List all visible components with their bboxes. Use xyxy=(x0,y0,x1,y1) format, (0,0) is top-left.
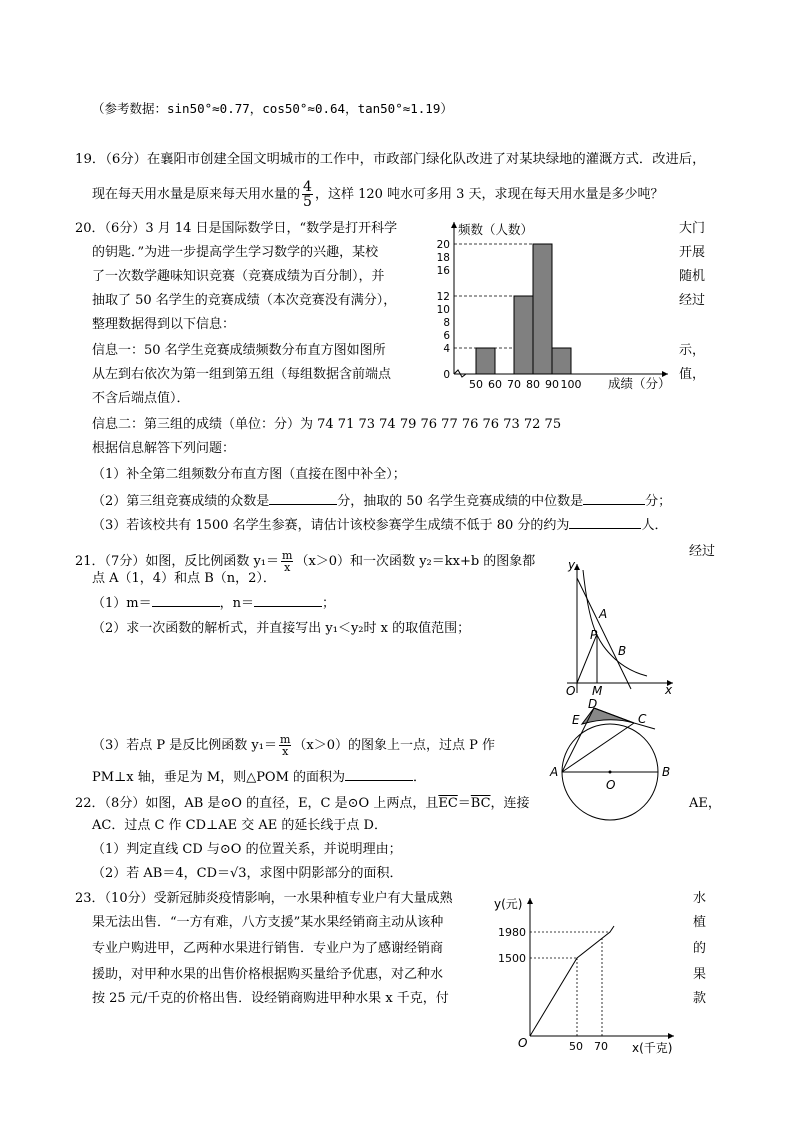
q23-line5: 按 25 元/千克的价格出售．设经销商购进甲种水果 x 千克，付 xyxy=(92,991,449,1006)
histogram-bar xyxy=(533,244,552,374)
q20-right4: 经过 xyxy=(679,293,706,308)
q21-label-b: B xyxy=(618,644,627,658)
q23-tick-50: 50 xyxy=(569,1040,583,1053)
q22-label-b: B xyxy=(662,765,671,779)
q22-arc-bc: $\overline{BC}$ xyxy=(470,796,491,811)
q19-frac-den: 5 xyxy=(303,194,312,210)
q19-line2-b: ，这样 120 吨水可多用 3 天，求现在每天用水量是多少吨？ xyxy=(314,187,664,202)
histogram-x-tick: 60 xyxy=(488,378,502,391)
q20-right3: 随机 xyxy=(679,269,706,284)
q21-frac-num: m xyxy=(282,549,293,562)
q20-mode-blank[interactable] xyxy=(269,492,337,505)
q23-figure xyxy=(488,892,688,1057)
q22-label-c: C xyxy=(638,712,647,726)
q23-line4: 援助，对甲种水果的出售价格根据购买量给予优惠，对乙种水 xyxy=(92,967,444,982)
q21-m-blank[interactable] xyxy=(152,594,220,607)
q21-line1-a: 21．（7分）如图，反比例函数 y₁＝ xyxy=(75,554,280,569)
q20-line3: 了一次数学趣味知识竞赛（竞赛成绩为百分制），并 xyxy=(92,269,385,284)
q23-tick-1980: 1980 xyxy=(498,926,526,939)
histogram-y-tick: 12 xyxy=(436,291,450,303)
q20-prompt: 根据信息解答下列问题： xyxy=(92,441,236,456)
q20-line7: 从左到右依次为第一组到第五组（每组数据含前端点 xyxy=(92,367,392,382)
q21-figure xyxy=(555,556,680,696)
q22-arc-ec: $\overline{EC}$ xyxy=(438,796,458,811)
q20-sub2-b: 分，抽取的 50 名学生竞赛成绩的中位数是 xyxy=(337,494,584,509)
q21-sub3 xyxy=(92,734,495,757)
q23-label-o: O xyxy=(518,1036,528,1050)
q20-median-blank[interactable] xyxy=(583,492,645,505)
q23-right1: 水 xyxy=(693,891,707,906)
q21-sub1-a: （1）m＝ xyxy=(92,596,152,611)
q22-line1 xyxy=(75,795,530,813)
q21-area-blank[interactable] xyxy=(345,768,413,781)
q20-right1: 大门 xyxy=(679,221,706,236)
q20-line5: 整理数据得到以下信息： xyxy=(92,317,236,332)
histogram-xlabel: 成绩（分） xyxy=(608,376,671,391)
q20-line8: 不含后端点值）． xyxy=(92,391,190,406)
q22-line-ac xyxy=(562,723,634,772)
q20-right7: 值， xyxy=(679,367,706,382)
q21-sub3-c: PM⊥x 轴，垂足为 M，则△POM 的面积为 xyxy=(92,770,346,785)
histogram-bar xyxy=(552,348,571,374)
histogram-chart xyxy=(420,218,680,398)
q19-line1: 19．（6分）在襄阳市创建全国文明城市的工作中，市政部门绿化队改进了对某块绿地的灌溉方式．改进后， xyxy=(75,152,706,167)
q21-line xyxy=(577,578,631,689)
q21-label-m: M xyxy=(592,684,603,698)
q20-count-blank[interactable] xyxy=(569,516,641,529)
histogram-y-tick: 16 xyxy=(436,265,450,277)
q21-label-x: x xyxy=(665,683,673,697)
q20-line2: 的钥匙．”为进一步提高学生学习数学的兴趣，某校 xyxy=(92,245,379,260)
q21-line1-b: （x＞0）和一次函数 y₂＝kx+b 的图象都 xyxy=(295,554,536,569)
q22-equals: ＝ xyxy=(457,796,471,811)
histogram-x-tick: 50 xyxy=(469,378,483,391)
q19-frac-num: 4 xyxy=(303,179,312,195)
q20-right6: 示， xyxy=(679,343,706,358)
q21-label-a: A xyxy=(599,607,608,621)
q23-tick-70: 70 xyxy=(594,1040,608,1053)
q22-line2: AC．过点 C 作 CD⊥AE 交 AE 的延长线于点 D． xyxy=(92,818,387,833)
histogram-x-tick: 70 xyxy=(507,378,521,391)
q21-sub3-a: （3）若点 P 是反比例函数 y₁＝ xyxy=(92,738,277,753)
q21-label-o: O xyxy=(566,684,576,698)
q20-sub3-a: （3）若该校共有 1500 名学生参赛，请估计该校参赛学生成绩不低于 80 分的约为 xyxy=(92,518,570,533)
q23-xlabel: x(千克) xyxy=(632,1041,673,1055)
q20-line4: 抽取了 50 名学生的竞赛成绩（本次竞赛没有满分）， xyxy=(92,293,397,308)
q23-right5: 款 xyxy=(693,991,707,1006)
histogram-y-tick: 18 xyxy=(436,252,450,264)
reference-data: （参考数据：sin50°≈0.77，cos50°≈0.64，tan50°≈1.19） xyxy=(92,101,453,116)
q21-n-blank[interactable] xyxy=(254,594,322,607)
q22-right1: AE， xyxy=(689,796,721,811)
q21-sub3-frac-num: m xyxy=(279,733,291,746)
q20-sub3 xyxy=(92,516,667,535)
q19-line2-a: 现在每天用水量是原来每天用水量的 xyxy=(92,187,301,202)
q19-line2 xyxy=(92,180,664,209)
q22-label-d: D xyxy=(588,697,598,711)
histogram-y-tick: 6 xyxy=(443,330,450,342)
q22-sub1: （1）判定直线 CD 与⊙O 的位置关系，并说明理由； xyxy=(92,842,402,857)
q22-label-o: O xyxy=(606,778,616,792)
q22-label-a: A xyxy=(550,765,559,779)
q21-sub3-d: ． xyxy=(413,770,427,785)
q23-line3: 专业户购进甲，乙两种水果进行销售．专业户为了感谢经销商 xyxy=(92,941,444,956)
q21-sub3-b: （x＞0）的图象上一点，过点 P 作 xyxy=(293,738,496,753)
q21-sub3-frac-den: x xyxy=(282,745,289,758)
q22-line1-b: ，连接 xyxy=(490,796,530,811)
q20-line1: 20．（6分）3 月 14 日是国际数学日，“数学是打开科学 xyxy=(75,221,398,236)
q21-fraction xyxy=(281,550,293,573)
histogram-y-tick: 10 xyxy=(436,304,450,316)
q20-sub1: （1）补全第二组频数分布直方图（直接在图中补全）； xyxy=(92,467,406,482)
histogram-y-tick: 4 xyxy=(443,343,450,355)
histogram-x-tick: 80 xyxy=(526,378,540,391)
q21-sub3-fraction xyxy=(279,734,291,757)
q23-price-line xyxy=(530,926,614,1036)
q20-line6: 信息一：50 名学生竞赛成绩频数分布直方图如图所 xyxy=(92,343,386,358)
q22-sub2: （2）若 AB＝4，CD＝√3，求图中阴影部分的面积． xyxy=(92,866,403,881)
q22-center-dot xyxy=(609,771,612,774)
q23-right4: 果 xyxy=(693,967,707,982)
q20-right2: 开展 xyxy=(679,245,706,260)
q19-fraction xyxy=(302,180,313,209)
q23-line2: 果无法出售．“一方有难，八方支援”某水果经销商主动从该种 xyxy=(92,915,444,930)
q23-ylabel: y(元) xyxy=(494,897,523,911)
q21-sub1-c: ； xyxy=(321,596,335,611)
q22-figure xyxy=(550,696,685,831)
q20-sub2-a: （2）第三组竞赛成绩的众数是 xyxy=(92,494,270,509)
histogram-x-tick: 100 xyxy=(560,378,582,391)
histogram-y-tick: 20 xyxy=(436,239,450,251)
histogram-y-tick: 8 xyxy=(443,317,450,329)
q21-sub2: （2）求一次函数的解析式，并直接写出 y₁＜y₂时 x 的取值范围； xyxy=(92,621,471,636)
histogram-x-tick: 90 xyxy=(545,378,559,391)
histogram-bar xyxy=(514,296,533,374)
q23-tick-1500: 1500 xyxy=(498,952,526,965)
q21-line2: 点 A（1，4）和点 B（n，2）． xyxy=(92,571,276,586)
q22-label-e: E xyxy=(572,713,580,727)
q21-label-p: P xyxy=(590,628,598,642)
q23-right2: 植 xyxy=(693,915,707,930)
q23-right3: 的 xyxy=(693,941,707,956)
q23-line1: 23．（10分）受新冠肺炎疫情影响，一水果种植专业户有大量成熟 xyxy=(75,891,453,906)
histogram-y-tick: 0 xyxy=(443,369,450,381)
q20-sub2-c: 分； xyxy=(645,494,672,509)
q22-line1-a: 22．（8分）如图，AB 是⊙O 的直径，E，C 是⊙O 上两点，且 xyxy=(75,796,439,811)
q20-info2: 信息二：第三组的成绩（单位：分）为 74 71 73 74 79 76 77 76 76 73 72 75 xyxy=(92,417,562,432)
q21-sub3-line2 xyxy=(92,768,426,787)
q21-label-y: y xyxy=(568,558,576,572)
histogram-bar xyxy=(476,348,495,374)
q21-frac-den: x xyxy=(284,561,291,574)
q21-sub1-b: ，n＝ xyxy=(219,596,254,611)
q21-sub1 xyxy=(92,594,335,613)
q20-sub3-b: 人． xyxy=(641,518,668,533)
q21-hyperbola xyxy=(583,570,647,676)
histogram-title: 频数（人数） xyxy=(458,222,534,237)
q20-sub2 xyxy=(92,492,671,511)
q21-right1: 经过 xyxy=(689,544,716,559)
